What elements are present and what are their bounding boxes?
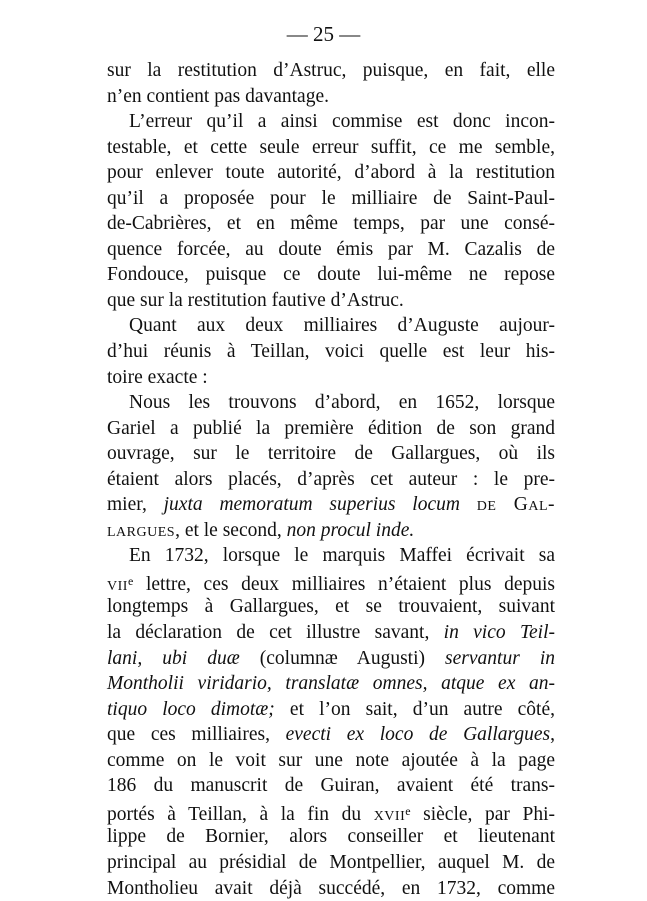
text-run: L’erreur qu’il a ainsi commise est donc incon- [129, 111, 555, 132]
text-line [107, 237, 555, 263]
small-caps-text: xvii [374, 804, 406, 825]
text-line [107, 160, 555, 186]
small-caps-text: largues [107, 520, 175, 541]
text-run: qu’il a proposée pour le milliaire de Saint-Paul- [107, 188, 555, 209]
text-line [107, 186, 555, 212]
italic-text: juxta memoratum superius locum [164, 494, 460, 515]
text-run: longtemps à Gallargues, et se trouvaient, suivant [107, 596, 555, 617]
text-line [107, 339, 555, 365]
text-line [107, 313, 555, 339]
text-run: , [550, 724, 555, 745]
text-line [107, 620, 555, 646]
text-run: Montholieu avait déjà succédé, en 1732, comme [107, 878, 555, 899]
text-line [107, 518, 555, 544]
text-line [107, 441, 555, 467]
text-run: pour enlever toute autorité, d’abord à la restitution [107, 162, 555, 183]
text-line [107, 365, 555, 391]
text-line [107, 416, 555, 442]
body-text [107, 58, 555, 901]
text-run: , et le second, [175, 520, 287, 541]
text-line [107, 569, 555, 595]
italic-text: lani, ubi duæ [107, 648, 240, 669]
text-run: d’hui réunis à Teillan, voici quelle est leur his- [107, 341, 555, 362]
italic-text: tiquo loco dimotæ; [107, 699, 275, 720]
text-run: ouvrage, sur le territoire de Gallargues, où ils [107, 443, 555, 464]
small-caps-text: de Gal- [477, 494, 555, 515]
text-run: En 1732, lorsque le marquis Maffei écrivait sa [129, 545, 555, 566]
text-line [107, 109, 555, 135]
text-line [107, 824, 555, 850]
text-line [107, 748, 555, 774]
text-run: n’en contient pas davantage. [107, 86, 329, 107]
text-run: lettre, ces deux milliaires n’étaient plus depuis [133, 574, 555, 595]
text-run: toire exacte : [107, 367, 208, 388]
italic-text: evecti ex loco de Gallargues [286, 724, 551, 745]
text-run [460, 494, 477, 515]
text-line [107, 646, 555, 672]
text-run: (columnæ Augusti) [240, 648, 445, 669]
italic-text: in vico Teil- [444, 622, 555, 643]
text-line [107, 262, 555, 288]
text-line [107, 492, 555, 518]
text-run: sur la restitution d’Astruc, puisque, en fait, elle [107, 60, 555, 81]
text-run: Fondouce, puisque ce doute lui-même ne repose [107, 264, 555, 285]
text-line [107, 773, 555, 799]
text-line [107, 594, 555, 620]
text-run: 186 du manuscrit de Guiran, avaient été trans- [107, 775, 555, 796]
text-line [107, 135, 555, 161]
text-run: testable, et cette seule erreur suffit, ce me semble, [107, 137, 555, 158]
text-run: Nous les trouvons d’abord, en 1652, lorsque [129, 392, 555, 413]
text-run: étaient alors placés, d’après cet auteur : le pre- [107, 469, 555, 490]
text-run: principal au présidial de Montpellier, auquel M. de [107, 852, 555, 873]
page-number-header: — 25 — [0, 20, 647, 48]
italic-text: servantur in [445, 648, 555, 669]
text-line [107, 850, 555, 876]
superscript-text: e [128, 574, 133, 588]
text-line [107, 543, 555, 569]
text-run: siècle, par Phi- [411, 804, 555, 825]
text-run: que sur la restitution fautive d’Astruc. [107, 290, 404, 311]
text-line [107, 84, 555, 110]
italic-text: non procul inde. [287, 520, 415, 541]
small-caps-text: vii [107, 574, 128, 595]
text-run: mier, [107, 494, 164, 515]
text-line [107, 722, 555, 748]
text-run: comme on le voit sur une note ajoutée à la page [107, 750, 555, 771]
text-line [107, 697, 555, 723]
text-run: portés à Teillan, à la fin du [107, 804, 374, 825]
text-run: et l’on sait, d’un autre côté, [275, 699, 555, 720]
text-line [107, 671, 555, 697]
text-run: lippe de Bornier, alors conseiller et lieutenant [107, 826, 555, 847]
superscript-text: e [405, 804, 410, 818]
text-line [107, 799, 555, 825]
text-run: la déclaration de cet illustre savant, [107, 622, 444, 643]
text-run: de-Cabrières, et en même temps, par une consé- [107, 213, 555, 234]
text-line [107, 390, 555, 416]
text-line [107, 58, 555, 84]
italic-text: Montholii viridario, translatæ omnes, atque ex an- [107, 673, 555, 694]
text-line [107, 211, 555, 237]
text-run: Quant aux deux milliaires d’Auguste aujour- [129, 315, 555, 336]
text-run: Gariel a publié la première édition de son grand [107, 418, 555, 439]
text-line [107, 467, 555, 493]
text-line [107, 876, 555, 901]
text-run: que ces milliaires, [107, 724, 286, 745]
text-run: quence forcée, au doute émis par M. Cazalis de [107, 239, 555, 260]
text-line [107, 288, 555, 314]
